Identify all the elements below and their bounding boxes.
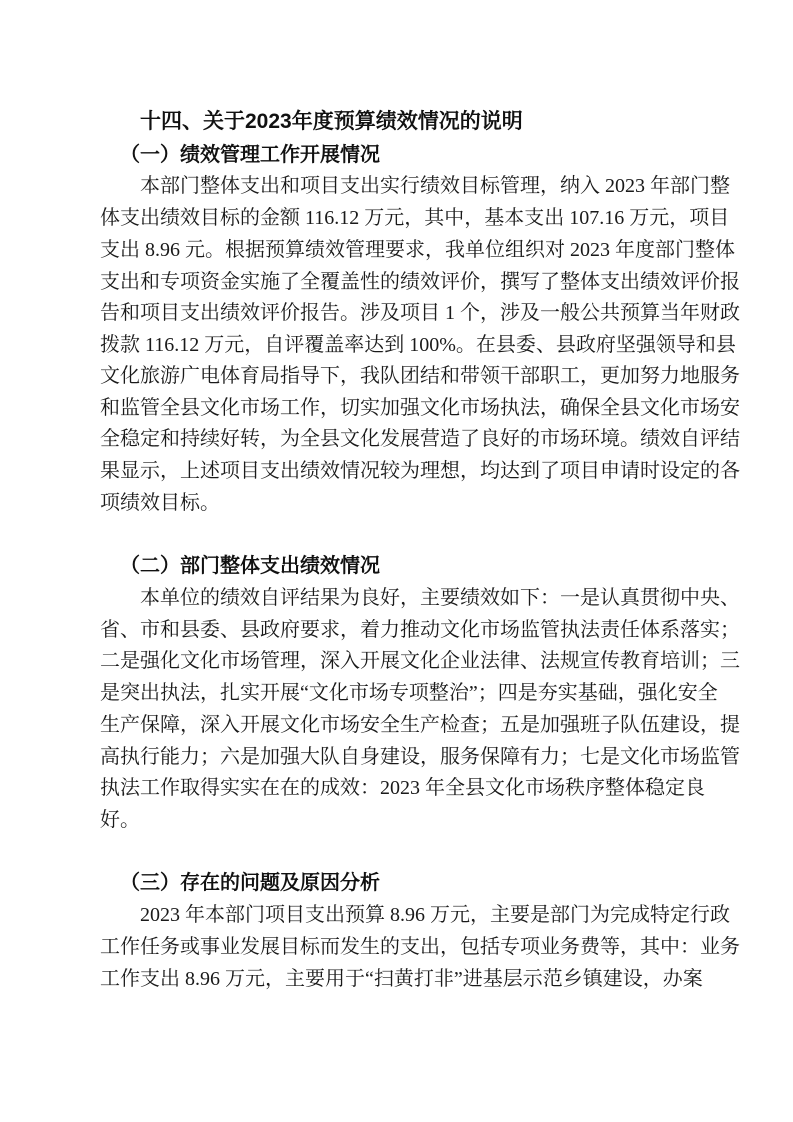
text-line: 省、市和县委、县政府要求，着力推动文化市场监管执法责任体系落实； [100, 619, 740, 641]
text-line: 本单位的绩效自评结果为良好，主要绩效如下：一是认真贯彻中央、 [140, 587, 740, 609]
text-line: 项绩效目标。 [100, 492, 220, 514]
page-title: 十四、关于2023年度预算绩效情况的说明 [140, 110, 523, 133]
section-heading: （三）存在的问题及原因分析 [120, 872, 380, 894]
text-line: 支出和专项资金实施了全覆盖性的绩效评价，撰写了整体支出绩效评价报 [100, 271, 740, 293]
text-line: 高执行能力；六是加强大队自身建设，服务保障有力；七是文化市场监管 [100, 746, 740, 768]
section-heading: （二）部门整体支出绩效情况 [120, 555, 380, 577]
text-line: 是突出执法，扎实开展“文化市场专项整治”；四是夯实基础，强化安全 [100, 682, 718, 704]
text-line: 好。 [100, 809, 140, 831]
text-line: 工作任务或事业发展目标而发生的支出，包括专项业务费等，其中：业务 [100, 936, 740, 958]
text-line: 生产保障，深入开展文化市场安全生产检查；五是加强班子队伍建设，提 [100, 714, 740, 736]
text-line: 二是强化文化市场管理，深入开展文化企业法律、法规宣传教育培训；三 [100, 650, 740, 672]
text-line: 告和项目支出绩效评价报告。涉及项目 1 个，涉及一般公共预算当年财政 [100, 302, 740, 324]
text-line: 和监管全县文化市场工作，切实加强文化市场执法，确保全县文化市场安 [100, 397, 740, 419]
text-line: 拨款 116.12 万元，自评覆盖率达到 100%。在县委、县政府坚强领导和县 [100, 334, 736, 356]
text-line: 工作支出 8.96 万元，主要用于“扫黄打非”进基层示范乡镇建设，办案 [100, 968, 703, 990]
text-line: 文化旅游广电体育局指导下，我队团结和带领干部职工，更加努力地服务 [100, 365, 740, 387]
text-line: 体支出绩效目标的金额 116.12 万元，其中，基本支出 107.16 万元，项目 [100, 207, 730, 229]
text-line: 全稳定和持续好转，为全县文化发展营造了良好的市场环境。绩效自评结 [100, 428, 740, 450]
text-line: 支出 8.96 元。根据预算绩效管理要求，我单位组织对 2023 年度部门整体 [100, 239, 735, 261]
text-line: 本部门整体支出和项目支出实行绩效目标管理，纳入 2023 年部门整 [140, 175, 730, 197]
text-line: 执法工作取得实实在在的成效：2023 年全县文化市场秩序整体稳定良 [100, 777, 705, 799]
section-heading: （一）绩效管理工作开展情况 [120, 144, 380, 166]
text-line: 果显示，上述项目支出绩效情况较为理想，均达到了项目申请时设定的各 [100, 460, 740, 482]
text-line: 2023 年本部门项目支出预算 8.96 万元，主要是部门为完成特定行政 [140, 904, 730, 926]
